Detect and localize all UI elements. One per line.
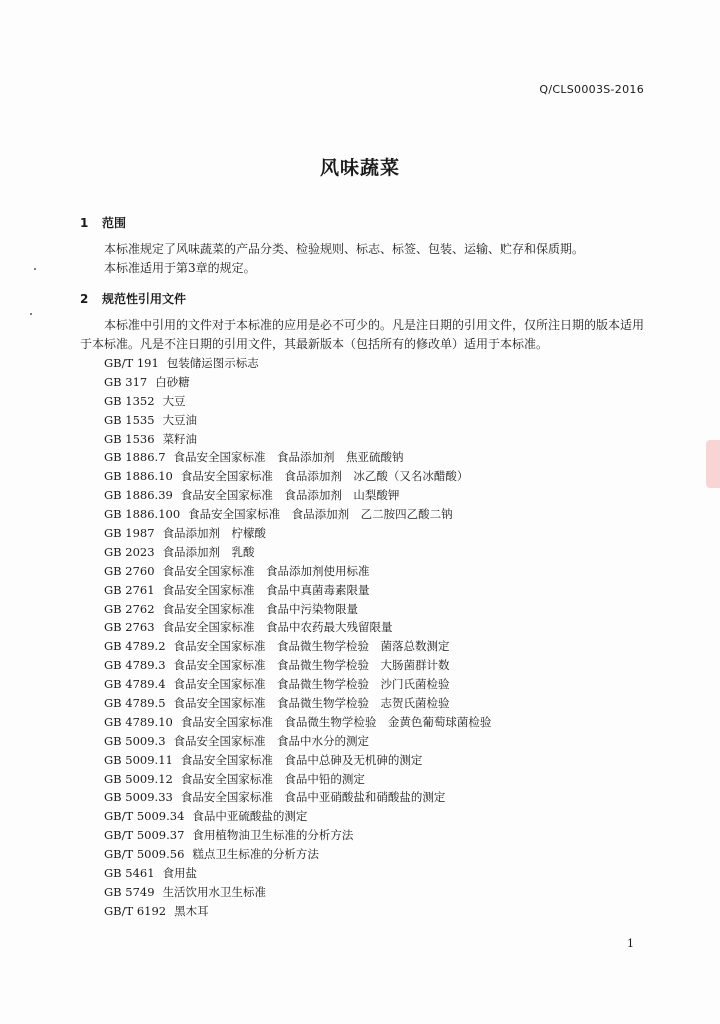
reference-item: GB/T 6192 黑木耳 xyxy=(104,903,209,918)
document-code: Q/CLS0003S-2016 xyxy=(539,83,644,96)
reference-item: GB/T 5009.34 食品中亚硫酸盐的测定 xyxy=(104,809,308,824)
references-intro-paragraph: 本标准中引用的文件对于本标准的应用是必不可少的。凡是注日期的引用文件，仅所注日期的版本适用于本标准。凡是不注日期的引用文件，其最新版本（包括所有的修改单）适用于本标准。 xyxy=(80,318,645,351)
reference-item: GB 5009.33 食品安全国家标准 食品中亚硝酸盐和硝酸盐的测定 xyxy=(104,790,446,805)
scope-paragraph-2: 本标准适用于第3章的规定。 xyxy=(104,261,256,275)
reference-item: GB 5009.12 食品安全国家标准 食品中铅的测定 xyxy=(104,771,365,786)
reference-item: GB 1886.100 食品安全国家标准 食品添加剂 乙二胺四乙酸二钠 xyxy=(104,507,453,522)
reference-item: GB 4789.2 食品安全国家标准 食品微生物学检验 菌落总数测定 xyxy=(104,639,450,654)
section-title: 范围 xyxy=(102,216,127,230)
reference-item: GB 2761 食品安全国家标准 食品中真菌毒素限量 xyxy=(104,582,370,597)
reference-item: GB 2763 食品安全国家标准 食品中农药最大残留限量 xyxy=(104,620,393,635)
page-number: 1 xyxy=(627,937,634,950)
section-title: 规范性引用文件 xyxy=(102,292,187,306)
reference-item: GB 1352 大豆 xyxy=(104,393,186,408)
reference-item: GB/T 191 包装储运图示标志 xyxy=(104,356,259,370)
section-heading-normative-references xyxy=(80,290,186,307)
reference-item: GB 1886.7 食品安全国家标准 食品添加剂 焦亚硫酸钠 xyxy=(104,450,404,465)
scan-speck xyxy=(30,313,32,315)
reference-item: GB 1535 大豆油 xyxy=(104,412,198,427)
section-number: 2 xyxy=(80,292,89,306)
reference-item: GB 1536 菜籽油 xyxy=(104,431,198,446)
reference-item: GB 2023 食品添加剂 乳酸 xyxy=(104,544,255,559)
reference-item: GB 5461 食用盐 xyxy=(104,866,198,881)
reference-item: GB 1886.39 食品安全国家标准 食品添加剂 山梨酸钾 xyxy=(104,488,400,503)
seal-stamp-fragment xyxy=(706,440,720,488)
reference-item: GB 4789.3 食品安全国家标准 食品微生物学检验 大肠菌群计数 xyxy=(104,658,450,673)
reference-item: GB 1886.10 食品安全国家标准 食品添加剂 冰乙酸（又名冰醋酸） xyxy=(104,469,469,484)
reference-item: GB/T 5009.37 食用植物油卫生标准的分析方法 xyxy=(104,828,354,843)
scan-speck xyxy=(34,268,36,270)
reference-item: GB 5009.3 食品安全国家标准 食品中水分的测定 xyxy=(104,733,370,748)
reference-item: GB 4789.10 食品安全国家标准 食品微生物学检验 金黄色葡萄球菌检验 xyxy=(104,714,492,729)
reference-item: GB 317 白砂糖 xyxy=(104,374,190,389)
reference-item: GB 2762 食品安全国家标准 食品中污染物限量 xyxy=(104,601,359,616)
reference-item: GB 4789.5 食品安全国家标准 食品微生物学检验 志贺氏菌检验 xyxy=(104,696,450,711)
scope-paragraph-1: 本标准规定了风味蔬菜的产品分类、检验规则、标志、标签、包装、运输、贮存和保质期。 xyxy=(104,242,585,256)
reference-item: GB 4789.4 食品安全国家标准 食品微生物学检验 沙门氏菌检验 xyxy=(104,677,450,692)
section-number: 1 xyxy=(80,216,89,230)
reference-list xyxy=(104,354,491,921)
reference-item: GB 2760 食品安全国家标准 食品添加剂使用标准 xyxy=(104,563,370,578)
section-heading-scope xyxy=(80,214,126,231)
document-title: 风味蔬菜 xyxy=(319,157,400,179)
reference-item: GB 1987 食品添加剂 柠檬酸 xyxy=(104,526,267,541)
reference-item: GB/T 5009.56 糕点卫生标准的分析方法 xyxy=(104,847,319,862)
reference-item: GB 5749 生活饮用水卫生标准 xyxy=(104,884,267,899)
reference-item: GB 5009.11 食品安全国家标准 食品中总砷及无机砷的测定 xyxy=(104,752,423,767)
